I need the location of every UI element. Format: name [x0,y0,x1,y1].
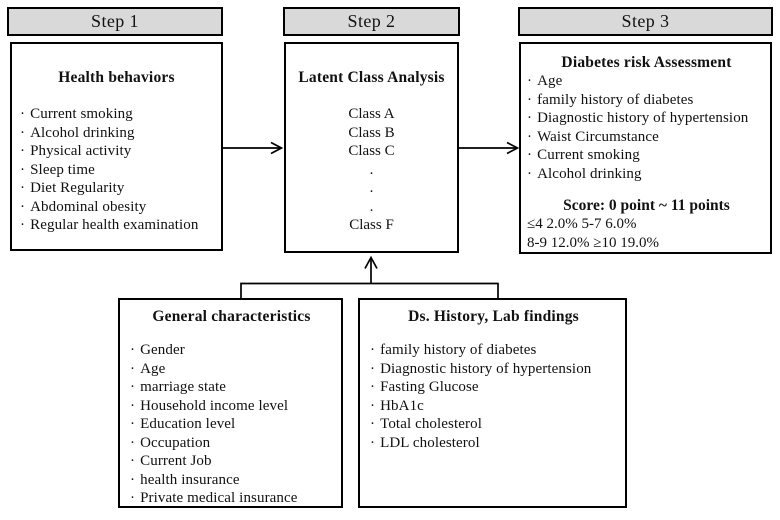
bracket-connector [241,284,498,299]
class-line: Class A [348,106,395,122]
list-item-text: Current smoking [537,147,640,163]
list-item [20,124,213,143]
class-line: Class C [348,143,395,159]
class-line: Class B [348,124,395,141]
class-list [292,105,451,235]
list-item [370,378,617,397]
list-item [130,341,333,360]
ds-history-lab-findings-list [370,341,617,452]
list-item-text: Abdominal obesity [30,198,147,215]
health-behaviors-list [20,105,213,235]
bullet: · [20,161,26,178]
list-item [20,105,213,124]
bullet: · [370,342,376,358]
list-item [20,161,213,180]
general-characteristics-title: General characteristics [152,308,311,325]
bullet: · [20,124,26,141]
list-item-text: Diet Regularity [30,180,125,196]
list-item-text: marriage state [140,379,227,395]
list-item [370,341,617,360]
bullet: · [527,128,533,145]
list-item [130,471,333,490]
list-item-text: HbA1c [380,397,424,414]
bullet: · [130,416,136,432]
score-line: 8-9 12.0% ≥10 19.0% [527,235,659,251]
step2-header-label: Step 2 [347,11,396,31]
bullet: · [130,342,136,358]
list-item-text: Diagnostic history of hypertension [380,360,592,377]
latent-class-analysis-box [284,42,459,253]
list-item [370,415,617,434]
list-item [370,397,617,416]
step1-header [7,7,223,36]
list-item-text: family history of diabetes [380,342,537,358]
step1-header-label: Step 1 [91,11,139,31]
bullet: · [130,490,136,506]
list-item-text: Household income level [140,397,289,414]
list-item-text: Total cholesterol [380,416,482,432]
list-item-text: Occupation [140,434,211,451]
bullet: · [130,453,136,469]
health-behaviors-title: Health behaviors [58,69,175,86]
bullet: · [20,180,26,196]
list-item-text: Alcohol drinking [30,124,135,141]
diabetes-risk-assessment-box [519,42,772,254]
list-item-text: Alcohol drinking [537,165,642,182]
list-item [527,165,766,184]
list-item-text: Waist Circumstance [537,128,659,145]
list-item [130,489,333,508]
list-item-text: family history of diabetes [537,91,694,108]
list-item [527,128,766,147]
list-item [130,360,333,379]
list-item [527,109,766,128]
bullet: · [370,416,376,432]
bullet: · [527,73,533,89]
bullet: · [370,397,376,414]
health-behaviors-box [10,42,223,251]
list-item [20,142,213,161]
class-line: Class F [349,217,394,233]
list-item [370,434,617,453]
bullet: · [370,379,376,395]
list-item-text: health insurance [140,471,240,488]
list-item-text: Current Job [140,453,212,469]
list-item-text: LDL cholesterol [380,434,480,451]
list-item [527,91,766,110]
score-line: ≤4 2.0% 5-7 6.0% [527,216,637,232]
risk-factor-list [527,72,766,183]
list-item [20,179,213,198]
general-characteristics-box [118,298,343,508]
list-item-text: Private medical insurance [140,490,298,506]
bullet: · [527,147,533,163]
list-item-text: Regular health examination [30,217,199,233]
latent-class-analysis-title: Latent Class Analysis [298,69,445,86]
bullet: · [130,434,136,451]
bullet: · [370,434,376,451]
bullet: · [20,198,26,215]
step2-header [283,7,460,36]
arrow-bottom-to-step2 [365,258,377,285]
list-item [20,216,213,235]
bullet: · [527,165,533,182]
list-item-text: Education level [140,416,236,432]
list-item-text: Current smoking [30,106,133,122]
list-item [130,434,333,453]
score-title: Score: 0 point ~ 11 points [563,197,730,214]
list-item-text: Physical activity [30,143,132,159]
general-characteristics-list [130,341,333,508]
list-item-text: Age [537,73,563,89]
list-item [527,146,766,165]
list-item [20,198,213,217]
arrow-step2-to-step3 [459,143,518,154]
bullet: · [527,110,533,126]
bullet: · [527,91,533,108]
ds-history-lab-findings-box [358,298,627,508]
ellipsis-dot: . [369,161,374,178]
ds-history-lab-findings-title: Ds. History, Lab findings [408,308,579,325]
bullet: · [130,379,136,395]
list-item-text: Sleep time [30,161,95,178]
list-item [130,397,333,416]
step3-header-label: Step 3 [621,11,670,31]
list-item [130,415,333,434]
list-item-text: Diagnostic history of hypertension [537,110,749,126]
list-item [130,378,333,397]
diabetes-risk-assessment-title: Diabetes risk Assessment [561,54,732,71]
bullet: · [370,360,376,377]
arrow-step1-to-step2 [223,143,282,154]
list-item-text: Fasting Glucose [380,379,479,395]
ellipsis-dot: . [369,198,374,215]
bullet: · [130,360,136,377]
ellipsis-dot: . [369,180,374,196]
bullet: · [130,397,136,414]
list-item-text: Gender [140,342,185,358]
step3-header [518,7,773,36]
bullet: · [20,143,26,159]
list-item [527,72,766,91]
bullet: · [130,471,136,488]
list-item [130,452,333,471]
list-item-text: Age [140,360,166,377]
bullet: · [20,106,26,122]
bullet: · [20,217,26,233]
list-item [370,360,617,379]
